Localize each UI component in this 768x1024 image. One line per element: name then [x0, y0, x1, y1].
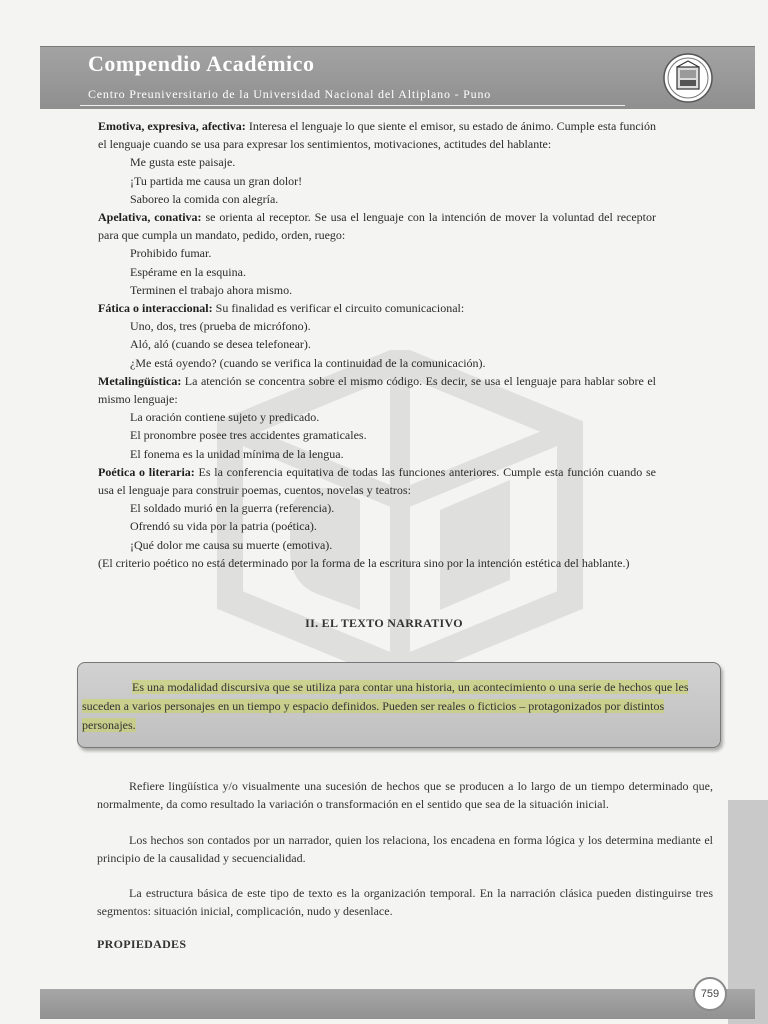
- language-functions-text: [98, 117, 656, 572]
- example-line: El fonema es la unidad mínima de la lengua.: [130, 446, 344, 461]
- section-title: II. EL TEXTO NARRATIVO: [305, 616, 463, 630]
- paragraph-text: La estructura básica de este tipo de texto es la organización temporal. En la narración clásica pueden distinguirse tres segmentos: situación inicial, complicación, nudo y desenlace.: [97, 886, 713, 918]
- header-title: Compendio Académico: [88, 51, 315, 76]
- example-line: Uno, dos, tres (prueba de micrófono).: [130, 319, 311, 334]
- function-term: Emotiva, expresiva, afectiva:: [98, 119, 246, 133]
- university-crest-icon: [663, 53, 713, 103]
- example-line: El pronombre posee tres accidentes gramaticales.: [130, 428, 367, 443]
- paragraph: [97, 884, 713, 920]
- function-description: se orienta al receptor. Se usa el lenguaje con la intención de mover la voluntad del receptor para que cumpla un mandato, pedido, orden, ruego:: [98, 210, 656, 243]
- paragraph: [97, 777, 713, 813]
- definition-text: Es una modalidad discursiva que se utiliza para contar una historia, un acontecimiento o una serie de hechos que les suceden a varios personajes en un tiempo y espacio definidos. Pueden ser reales o ficticios – protagonizados por distintos personajes.: [82, 680, 689, 732]
- function-description: Es la conferencia equitativa de todas las funciones anteriores. Cumple esta función cuando se usa el lenguaje para construir poemas, cuentos, novelas y teatros:: [98, 464, 656, 498]
- paragraph-text: Refiere lingüística y/o visualmente una sucesión de hechos que se producen a lo largo de un tiempo determinado que, normalmente, da como resultado la variación o transformación en el sentido que sea de la situación inicial.: [97, 779, 713, 811]
- header-bar: [40, 46, 755, 109]
- function-description: Su finalidad es verificar el circuito comunicacional:: [212, 301, 465, 316]
- example-line: La oración contiene sujeto y predicado.: [130, 410, 320, 425]
- function-description: La atención se concentra sobre el mismo código. Es decir, se usa el lenguaje para hablar sobre el mismo lenguaje:: [98, 373, 656, 407]
- page-number: 759: [693, 977, 727, 1011]
- example-line: Ofrendó su vida por la patria (poética).: [130, 519, 317, 534]
- function-term: Poética o literaria:: [98, 464, 195, 479]
- example-line: El soldado murió en la guerra (referencia).: [130, 501, 335, 516]
- example-line: Me gusta este paisaje.: [130, 155, 236, 170]
- subsection-title: PROPIEDADES: [97, 937, 187, 951]
- function-description: Interesa el lenguaje lo que siente el emisor, su estado de ánimo. Cumple esta función el lenguaje cuando se usa para expresar los sentimientos, motivaciones, actitudes del hablante:: [98, 119, 656, 152]
- example-line: Espérame en la esquina.: [130, 264, 246, 279]
- function-term: Fática o interaccional:: [98, 301, 213, 316]
- example-line: ¡Tu partida me causa un gran dolor!: [130, 173, 303, 188]
- paragraph: [97, 831, 713, 867]
- definition-box: [77, 662, 721, 748]
- example-line: ¿Me está oyendo? (cuando se verifica la continuidad de la comunicación).: [130, 355, 486, 370]
- function-term: Apelativa, conativa:: [98, 210, 202, 225]
- paragraph-text: Los hechos son contados por un narrador, quien los relaciona, los encadena en forma lógica y los determina mediante el principio de la causalidad y secuencialidad.: [97, 833, 713, 865]
- poetic-note: (El criterio poético no está determinado por la forma de la escritura sino por la intención estética del hablante.): [98, 555, 630, 570]
- function-term: Metalingüística:: [98, 373, 182, 388]
- example-line: Aló, aló (cuando se desea telefonear).: [130, 337, 311, 352]
- header-divider-top: [80, 105, 625, 106]
- footer-bar: [40, 989, 755, 1019]
- example-line: Saboreo la comida con alegría.: [130, 191, 279, 206]
- header-subtitle: Centro Preuniversitario de la Universidad Nacional del Altiplano - Puno: [88, 87, 492, 101]
- example-line: ¡Qué dolor me causa su muerte (emotiva).: [130, 537, 333, 552]
- example-line: Prohibido fumar.: [130, 246, 212, 261]
- example-line: Terminen el trabajo ahora mismo.: [130, 282, 293, 297]
